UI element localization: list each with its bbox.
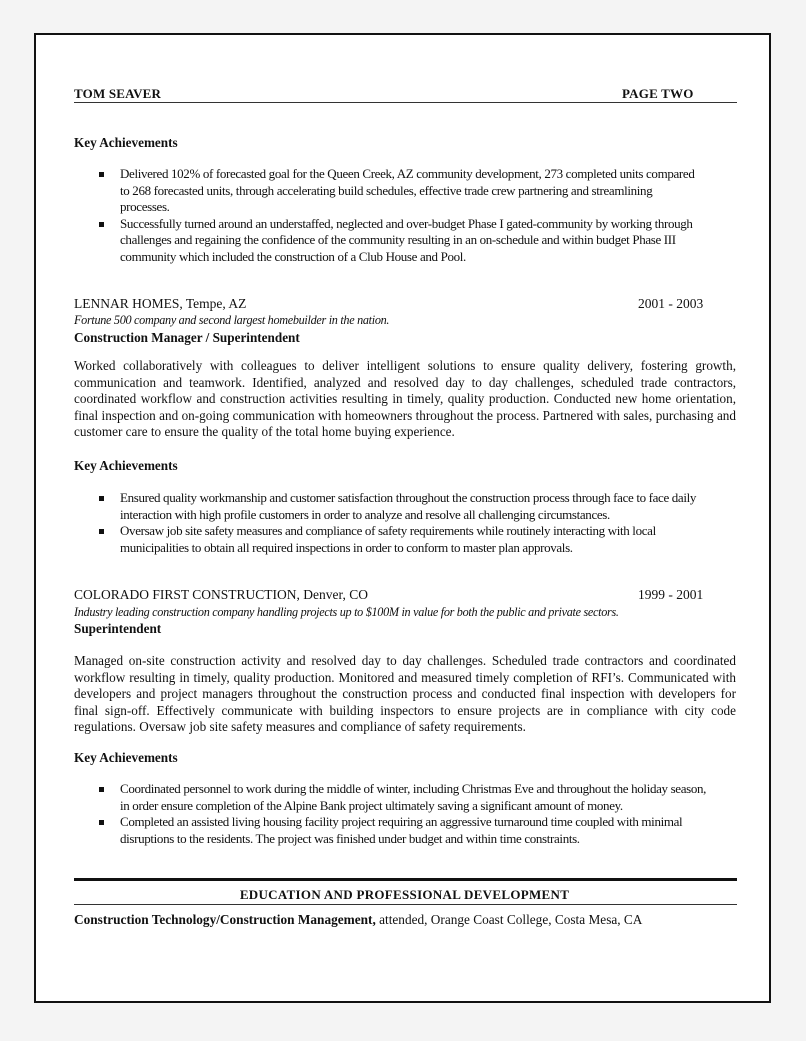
bullet-icon	[99, 529, 104, 534]
bullet-icon	[99, 496, 104, 501]
achievement-item: Successfully turned around an understaffed, neglected and over-budget Phase I gated-community by working through challenges and regaining the confidence of the community resulting in an on-schedule and within budget Phase III community which included the construction of a Club House and Pool.	[74, 216, 699, 266]
key-achievements-heading-3: Key Achievements	[74, 750, 178, 765]
job-summary-lennar: Worked collaboratively with colleagues to deliver intelligent solutions to ensure quality delivery, fostering growth, communication and teamwork. Identified, analyzed and resolved day to day challenges, scheduled trade contractors, coordinated workflow and construction activities resulting in timely, quality production. Conducted new home orientation, final inspection and on-going communication with homeowners throughout the process. Partnered with sales, purchasing and customer care to ensure the quality of the total home buying experience.	[74, 358, 736, 439]
achievement-item: Oversaw job site safety measures and compliance of safety requirements while routinely interacting with local municipalities to obtain all required inspections in order to conform to master plan approvals.	[74, 523, 709, 556]
education-program: Construction Technology/Construction Management,	[74, 912, 376, 927]
key-achievements-heading-2: Key Achievements	[74, 458, 178, 473]
achievement-item: Completed an assisted living housing facility project requiring an aggressive turnaround time coupled with minimal disruptions to the residents. The project was finished under budget and within time constraints.	[74, 814, 709, 847]
education-detail: attended, Orange Coast College, Costa Mesa, CA	[375, 912, 643, 927]
header-rule	[74, 102, 737, 103]
education-heading: EDUCATION AND PROFESSIONAL DEVELOPMENT	[239, 887, 570, 902]
page-border	[34, 33, 771, 1003]
employment-years-lennar: 2001 - 2003	[638, 296, 704, 311]
bullet-icon	[99, 222, 104, 227]
bullet-icon	[99, 820, 104, 825]
job-title-colorado: Superintendent	[74, 621, 162, 636]
employment-years-colorado: 1999 - 2001	[638, 587, 704, 602]
job-summary-colorado: Managed on-site construction activity and resolved day to day challenges. Scheduled trade contractors and coordinated workflow resulting in timely, quality production. Monitored and measured timely completion of RFI’s. Communicated with developers and project managers throughout the construction process and conducted final inspection with developers for final sign-off. Effectively communicate with building inspectors to ensure projects are in compliance with city code regulations. Oversaw job site safety measures and compliance of safety requirements.	[74, 653, 736, 734]
achievement-item: Delivered 102% of forecasted goal for the Queen Creek, AZ community development, 273 completed units compared to 268 forecasted units, through accelerating build schedules, effective trade crew partnering and streamlining processes.	[74, 166, 699, 216]
achievement-item: Coordinated personnel to work during the middle of winter, including Christmas Eve and throughout the holiday season, in order ensure completion of the Alpine Bank project ultimately saving a significant amount of money.	[74, 781, 709, 814]
bullet-icon	[99, 787, 104, 792]
achievements-list-1	[74, 166, 699, 265]
achievement-item: Ensured quality workmanship and customer satisfaction throughout the construction process through face to face daily interaction with high profile customers in order to analyze and resolve all challenging circumstances.	[74, 490, 709, 523]
candidate-name: TOM SEAVER	[74, 86, 162, 101]
company-name-lennar: LENNAR HOMES, Tempe, AZ	[74, 296, 247, 311]
education-heading-rule	[74, 904, 737, 905]
education-rule	[74, 878, 737, 881]
page-label: PAGE TWO	[622, 86, 694, 101]
bullet-icon	[99, 172, 104, 177]
achievements-list-3	[74, 781, 709, 847]
company-tagline-colorado: Industry leading construction company handling projects up to $100M in value for both the public and private sectors.	[74, 605, 619, 619]
key-achievements-heading-1: Key Achievements	[74, 135, 178, 150]
education-entry	[74, 912, 642, 928]
company-tagline-lennar: Fortune 500 company and second largest homebuilder in the nation.	[74, 313, 390, 327]
company-name-colorado: COLORADO FIRST CONSTRUCTION, Denver, CO	[74, 587, 368, 602]
job-title-lennar: Construction Manager / Superintendent	[74, 330, 300, 345]
achievements-list-2	[74, 490, 709, 556]
